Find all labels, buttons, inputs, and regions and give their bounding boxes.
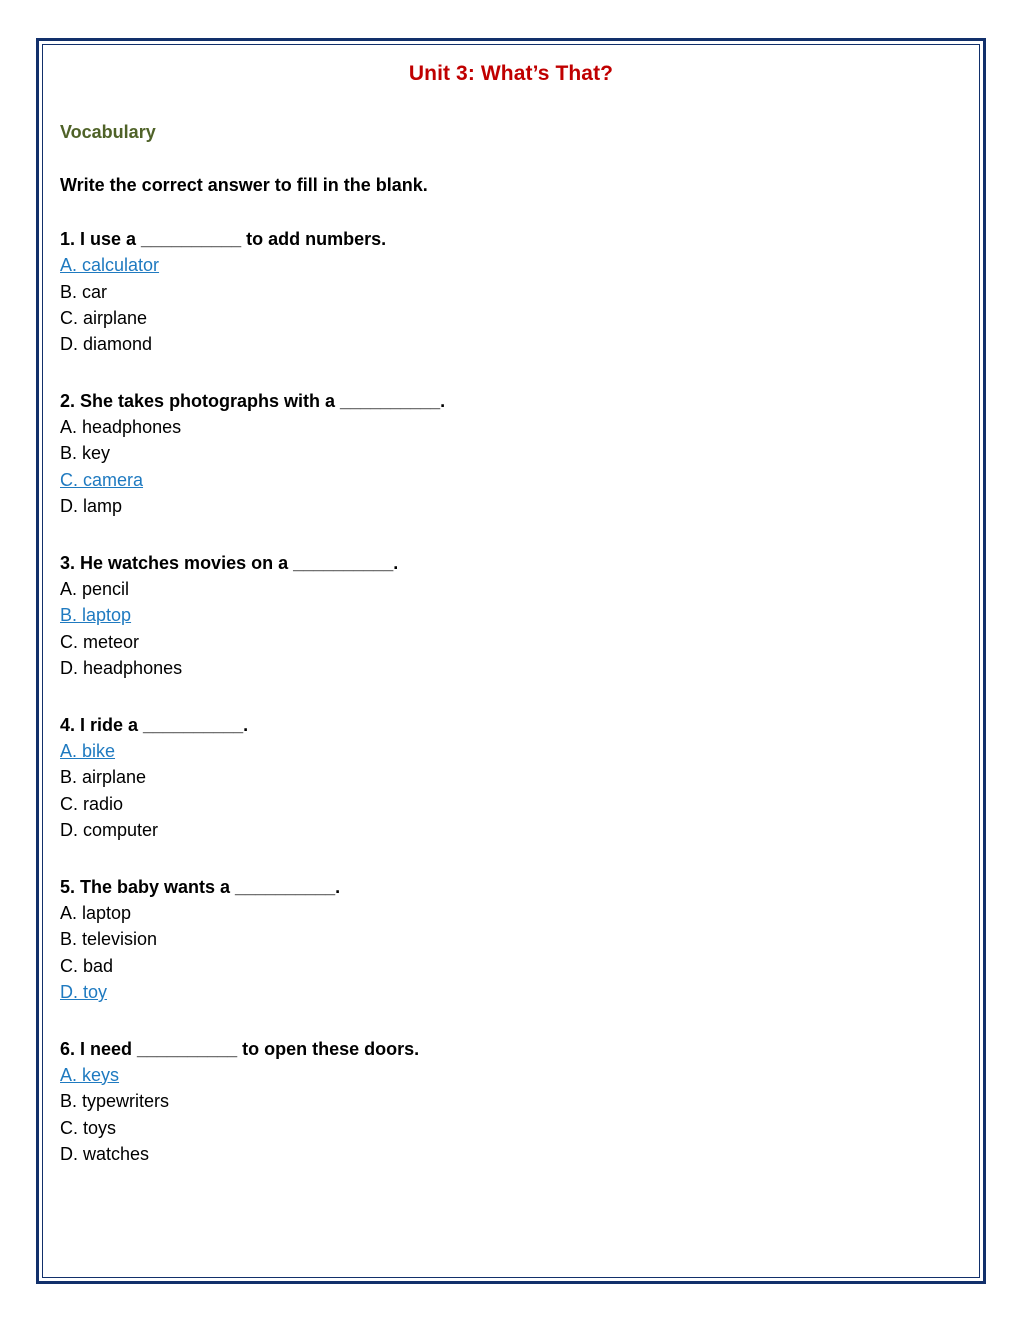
- answer-choice[interactable]: B. television: [60, 929, 158, 950]
- question-list: [60, 226, 962, 1167]
- answer-choice[interactable]: B. car: [60, 281, 108, 302]
- answer-choice[interactable]: C. bad: [60, 955, 114, 976]
- question-block: [60, 388, 962, 520]
- answer-choice[interactable]: C. radio: [60, 793, 124, 814]
- answer-choice[interactable]: D. computer: [60, 820, 159, 841]
- answer-choice[interactable]: A. laptop: [60, 902, 132, 923]
- answer-choice[interactable]: A. pencil: [60, 578, 130, 599]
- answer-choice-selected[interactable]: A. bike: [60, 740, 116, 761]
- question-stem: 2. She takes photographs with a __________.: [60, 390, 446, 411]
- answer-choice-selected[interactable]: B. laptop: [60, 605, 132, 626]
- answer-choice[interactable]: B. typewriters: [60, 1091, 170, 1112]
- answer-choice[interactable]: C. toys: [60, 1117, 117, 1138]
- section-heading-vocabulary: Vocabulary: [60, 122, 156, 142]
- question-stem: 4. I ride a __________.: [60, 714, 249, 735]
- answer-choice[interactable]: B. airplane: [60, 767, 147, 788]
- question-block: [60, 550, 962, 682]
- answer-choice-selected[interactable]: D. toy: [60, 982, 108, 1003]
- answer-choice[interactable]: D. headphones: [60, 658, 183, 679]
- page-title: Unit 3: What’s That?: [408, 62, 614, 85]
- question-block: [60, 874, 962, 1006]
- question-stem: 3. He watches movies on a __________.: [60, 552, 399, 573]
- instruction-text: Write the correct answer to fill in the blank.: [60, 175, 428, 195]
- worksheet-content: [60, 58, 962, 1265]
- answer-choice-selected[interactable]: C. camera: [60, 469, 144, 490]
- question-stem: 5. The baby wants a __________.: [60, 876, 341, 897]
- answer-choice-selected[interactable]: A. calculator: [60, 255, 160, 276]
- answer-choice-selected[interactable]: A. keys: [60, 1064, 120, 1085]
- answer-choice[interactable]: A. headphones: [60, 417, 182, 437]
- answer-choice[interactable]: C. meteor: [60, 631, 140, 652]
- answer-choice[interactable]: D. diamond: [60, 334, 153, 355]
- question-stem: 6. I need __________ to open these doors.: [60, 1038, 420, 1059]
- answer-choice[interactable]: D. lamp: [60, 496, 123, 517]
- question-block: [60, 226, 962, 358]
- answer-choice[interactable]: D. watches: [60, 1143, 150, 1164]
- answer-choice[interactable]: B. key: [60, 443, 111, 464]
- question-stem: 1. I use a __________ to add numbers.: [60, 229, 387, 249]
- answer-choice[interactable]: C. airplane: [60, 308, 148, 328]
- question-block: [60, 1036, 962, 1168]
- question-block: [60, 712, 962, 844]
